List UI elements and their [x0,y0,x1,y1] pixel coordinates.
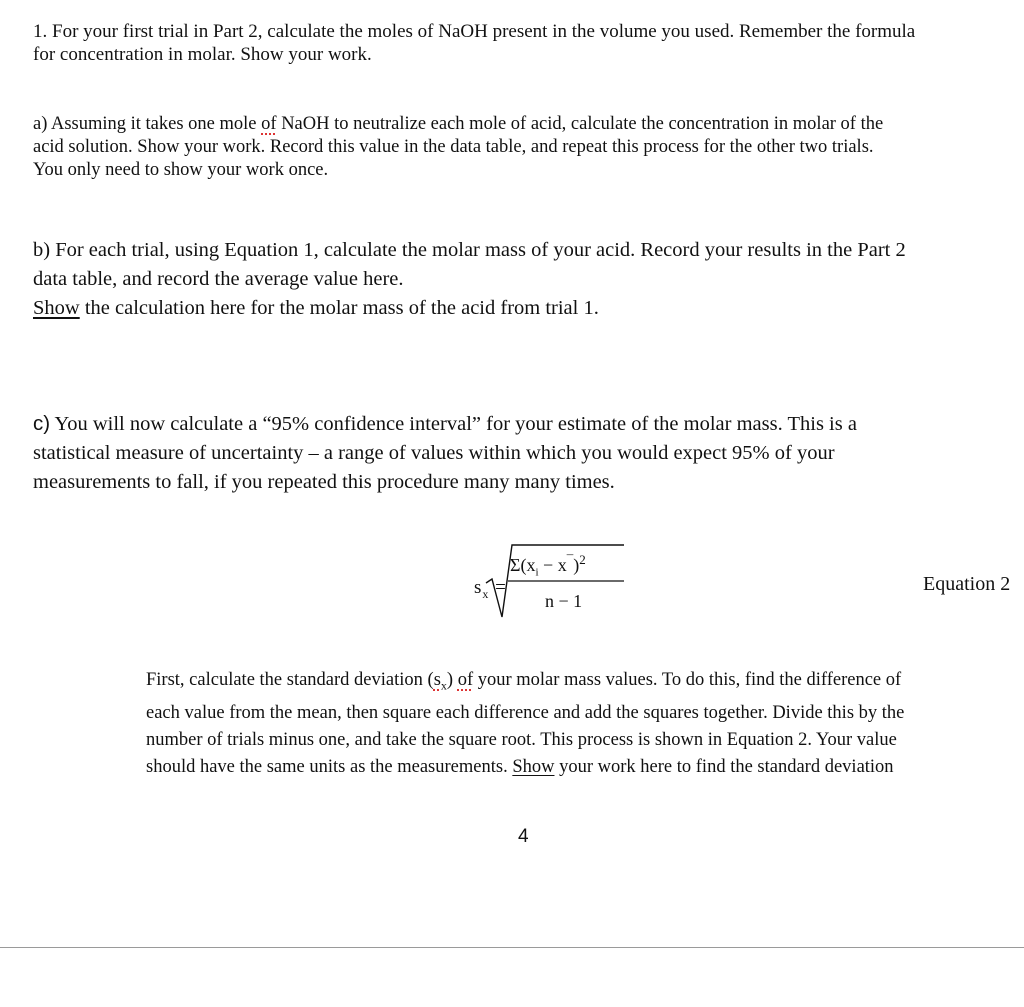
part-b-line-1: b) For each trial, using Equation 1, calculate the molar mass of your acid. Record your results in the Part 2 [33,239,906,261]
instructions-text: First, calculate the standard deviation ( [146,670,434,690]
part-b-line-3 [33,294,906,323]
part-c-label: c) [33,412,51,435]
equation-lhs-symbol: s [474,577,483,598]
part-a-line-3: You only need to show your work once. [33,160,329,180]
sx-symbol: s [433,670,441,690]
instructions-line-3: number of trials minus one, and take the square root. This process is shown in Equation 2. Your value [146,729,897,750]
part-b-line-2: data table, and record the average value here. [33,268,404,290]
part-a-text: a) Assuming it takes one mole [33,114,262,134]
instructions-line-4 [146,754,904,781]
show-underlined-word: Show [33,297,80,319]
question-part-a [33,113,883,182]
sx-subscript: x [440,678,447,693]
instructions-text: should have the same units as the measurements. [146,756,513,777]
question-1 [33,20,915,66]
part-c-line-3: measurements to fall, if you repeated this procedure many many times. [33,471,615,493]
part-b-text: the calculation here for the molar mass of the acid from trial 1. [79,297,599,319]
part-c-text: You will now calculate a “95% confidence interval” for your estimate of the molar mass. This is a [50,413,857,435]
equation-denominator: n − 1 [545,591,583,611]
instructions-text: ) [446,670,458,690]
spellcheck-flag [433,670,447,693]
part-a-line-1 [33,113,883,136]
question-1-line: 1. For your first trial in Part 2, calculate the moles of NaOH present in the volume you used. Remember the formula [33,21,916,42]
page-number: 4 [518,826,529,847]
standard-deviation-instructions [146,667,904,781]
spellcheck-flag: of [261,114,277,134]
numerator-exponent: 2 [579,552,586,567]
numerator-text: Σ(x [510,555,536,575]
equation-label: Equation 2 [923,573,1011,595]
equation-equals: = [495,577,507,598]
equation-2 [0,535,1024,625]
spellcheck-flag: of [457,670,474,690]
part-c-line-1 [33,409,857,439]
equation-lhs-subscript: x [482,586,490,601]
numerator-text: − x [538,555,567,575]
question-1-line: for concentration in molar. Show your work. [33,44,372,65]
mean-bar: ¯ [566,552,574,567]
part-a-text: NaOH to neutralize each mole of acid, calculate the concentration in molar of the [276,114,884,134]
question-part-b [33,236,906,323]
instructions-text: your work here to find the standard deviation [554,756,894,777]
question-part-c [33,409,857,497]
numerator-text: ) [573,555,580,575]
instructions-line-2: each value from the mean, then square each difference and add the squares together. Divide this by the [146,702,905,723]
instructions-text: your molar mass values. To do this, find the difference of [473,670,902,690]
numerator-subscript: i [535,566,539,579]
page-divider [0,947,1024,948]
instructions-line-1 [146,667,904,700]
equation-numerator [510,552,586,579]
show-underlined-word: Show [512,756,555,777]
part-a-line-2: acid solution. Show your work. Record this value in the data table, and repeat this process for the other two trials. [33,137,874,157]
part-c-line-2: statistical measure of uncertainty – a range of values within which you would expect 95% of your [33,442,835,464]
